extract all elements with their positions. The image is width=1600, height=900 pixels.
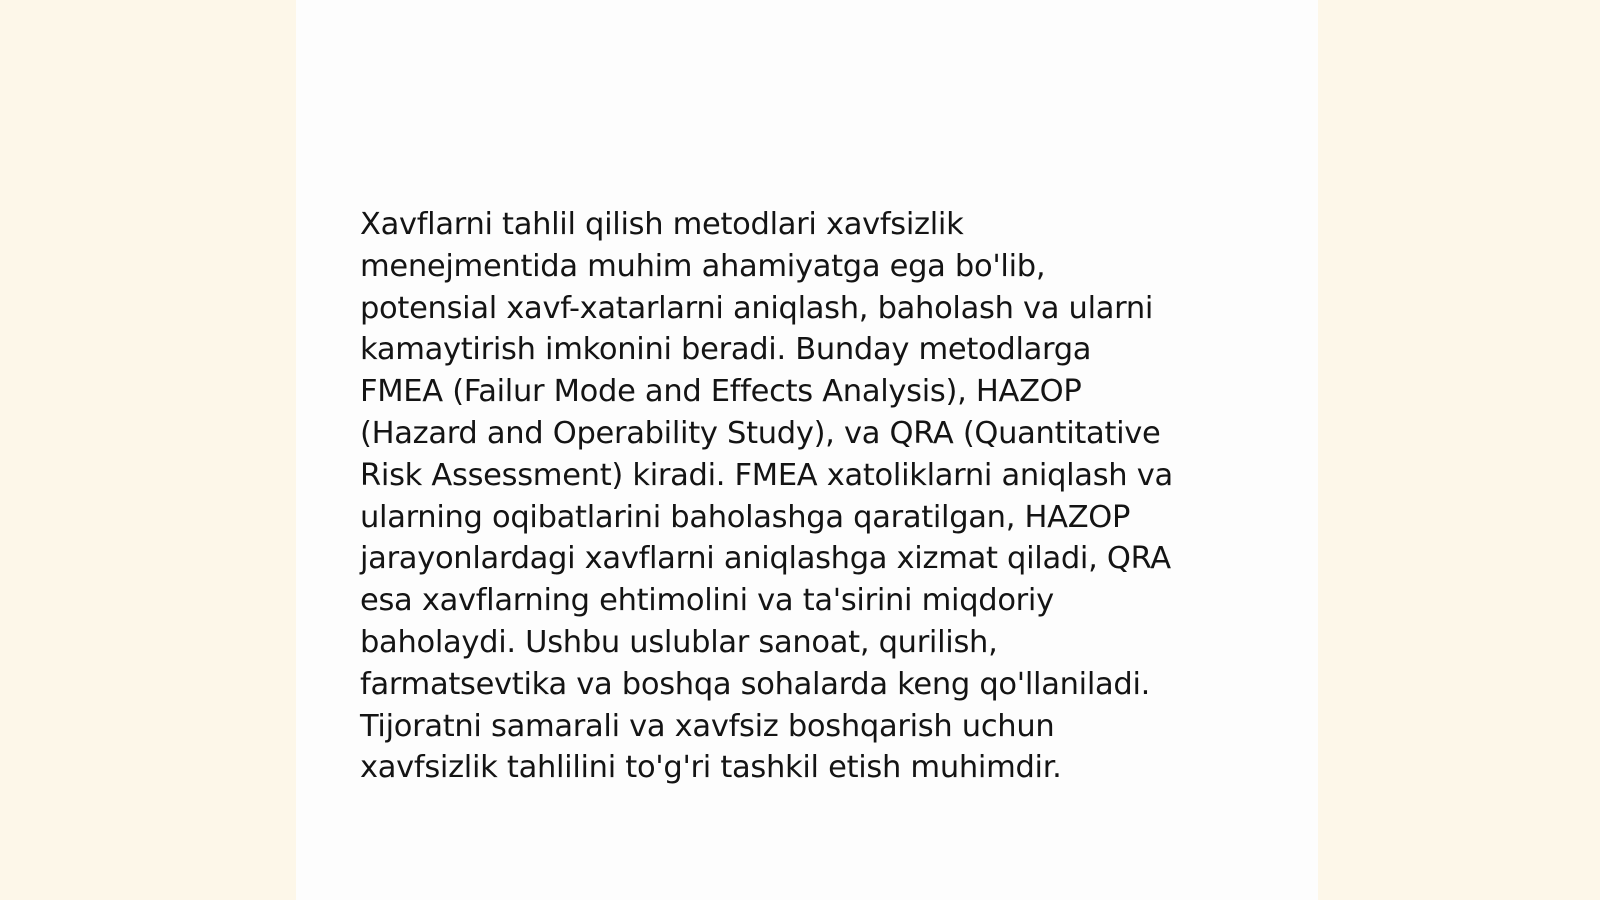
paragraph-line: potensial xavf-xatarlarni aniqlash, baholash va ularni	[360, 290, 1154, 326]
paragraph-line: Xavflarni tahlil qilish metodlari xavfsizlik	[360, 207, 964, 242]
paragraph-line: farmatsevtika va boshqa sohalarda keng qo'llaniladi.	[360, 666, 1151, 702]
paragraph-line: esa xavflarning ehtimolini va ta'sirini miqdoriy	[360, 583, 1054, 619]
paragraph-line: ularning oqibatlarini baholashga qaratilgan, HAZOP	[360, 499, 1131, 535]
paragraph-line: xavfsizlik tahlilini to'g'ri tashkil etish muhimdir.	[360, 750, 1062, 786]
paragraph-line: (Hazard and Operability Study), va QRA (Quantitative	[360, 415, 1161, 451]
paragraph-line: Tijoratni samarali va xavfsiz boshqarish uchun	[360, 708, 1055, 744]
paragraph-line: baholaydi. Ushbu uslublar sanoat, qurilish,	[360, 624, 998, 660]
paragraph-line: Risk Assessment) kiradi. FMEA xatoliklarni aniqlash va	[360, 457, 1173, 493]
paragraph-line: jarayonlardagi xavflarni aniqlashga xizmat qiladi, QRA	[360, 541, 1171, 577]
paragraph-line: menejmentida muhim ahamiyatga ega bo'lib,	[360, 248, 1046, 284]
document-page	[296, 0, 1318, 900]
paragraph-line: FMEA (Failur Mode and Effects Analysis), HAZOP	[360, 374, 1082, 410]
body-paragraph	[360, 204, 1260, 789]
paragraph-line: kamaytirish imkonini beradi. Bunday metodlarga	[360, 332, 1092, 368]
